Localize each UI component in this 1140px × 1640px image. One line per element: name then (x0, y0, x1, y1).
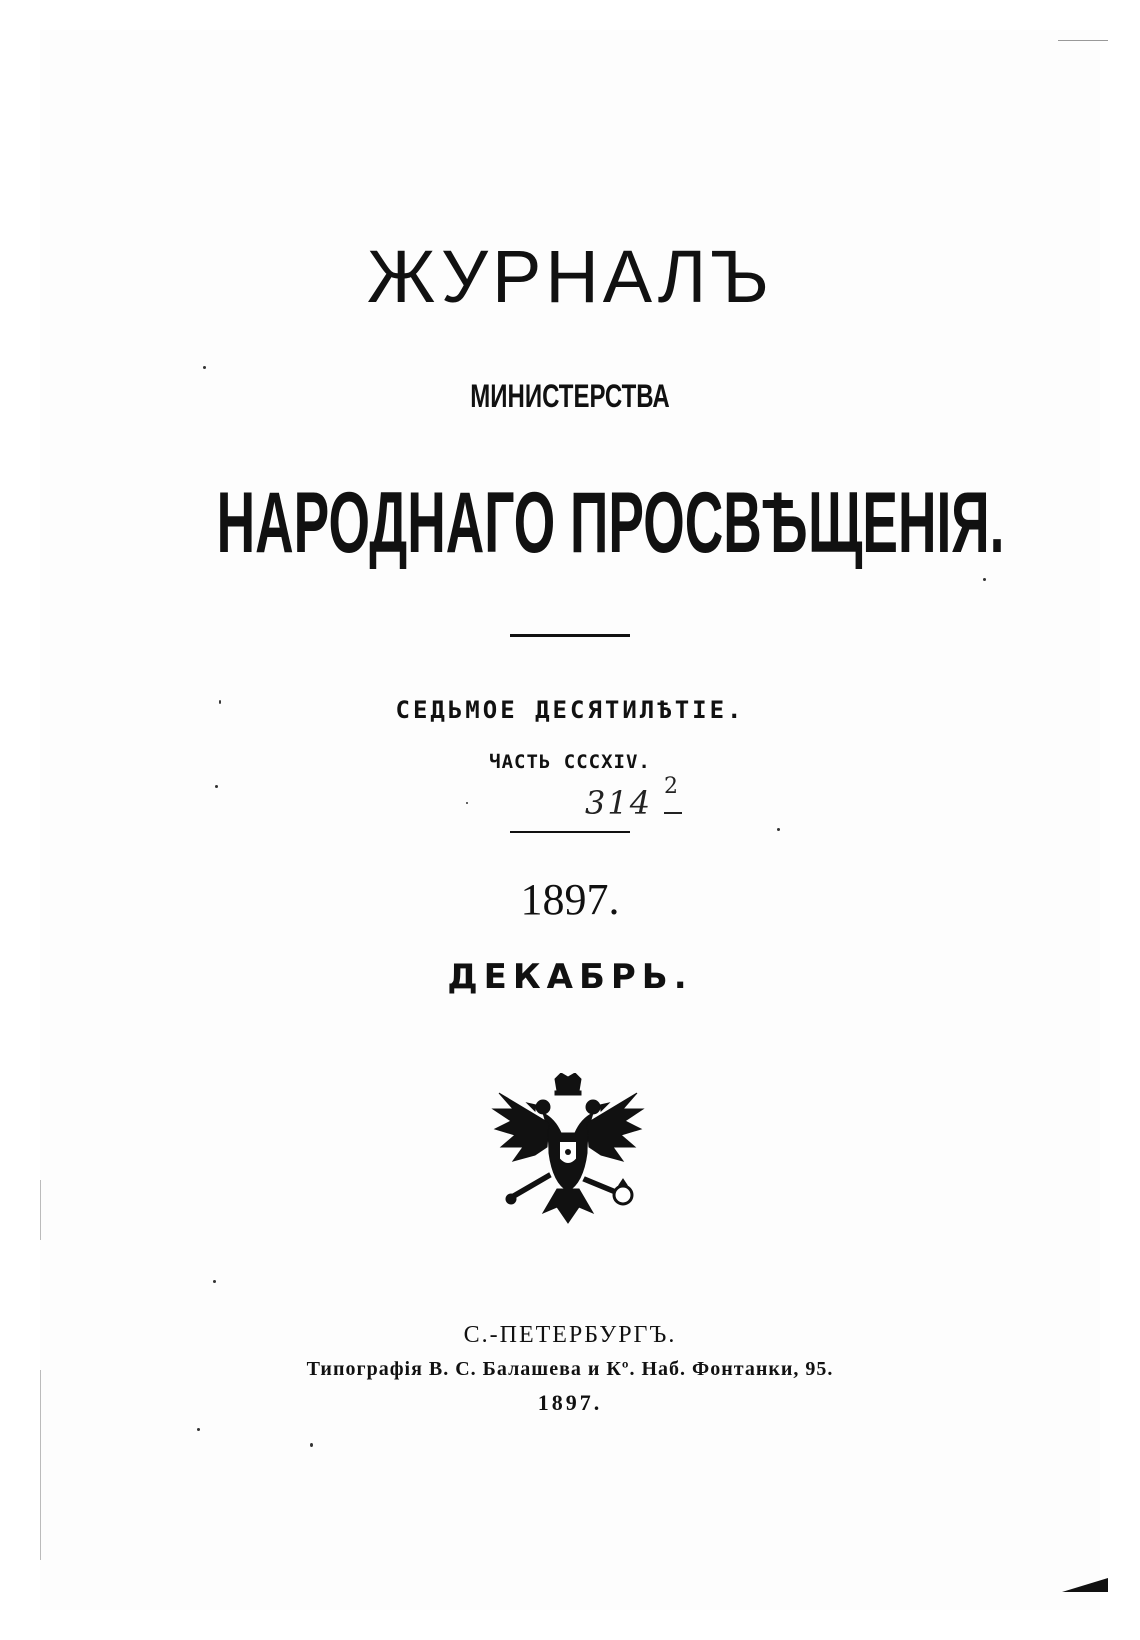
divider-rule (510, 634, 630, 637)
dust-speck (983, 578, 986, 581)
double-headed-eagle-icon (491, 1073, 646, 1233)
scan-edge-mark (1058, 40, 1108, 41)
dust-speck (197, 1428, 200, 1431)
handwritten-dash (664, 812, 682, 814)
scan-edge-mark (40, 1180, 41, 1240)
divider-rule (510, 831, 630, 833)
dust-speck (213, 1280, 216, 1283)
dust-speck (466, 802, 468, 804)
dust-speck (215, 785, 218, 788)
imprint-year: 1897. (537, 1390, 603, 1415)
issue-month: ДЕКАБРЬ. (447, 957, 693, 997)
part-label: ЧАСТЬ CCCXIV. (489, 751, 651, 773)
handwritten-mark: 2 (664, 774, 678, 799)
imprint-city: С.-ПЕТЕРБУРГЪ. (463, 1322, 677, 1348)
dust-speck (310, 1443, 313, 1447)
journal-title: ЖУРНАЛЪ (367, 235, 773, 318)
imprint-printer: Типографія В. С. Балашева и Кº. Наб. Фонтанки, 95. (306, 1358, 834, 1380)
journal-subtitle-education: НАРОДНАГО ПРОСВѢЩЕНІЯ. (216, 475, 1005, 571)
dust-speck (203, 366, 206, 369)
journal-subtitle-ministry: МИНИСТЕРСТВА (470, 378, 670, 414)
handwritten-volume-note: 314 (585, 784, 653, 822)
dust-speck (777, 828, 780, 831)
edition-label: СЕДЬМОЕ ДЕСЯТИЛѢТІЕ. (395, 696, 745, 724)
issue-year: 1897. (520, 875, 620, 924)
dust-speck (219, 700, 221, 704)
